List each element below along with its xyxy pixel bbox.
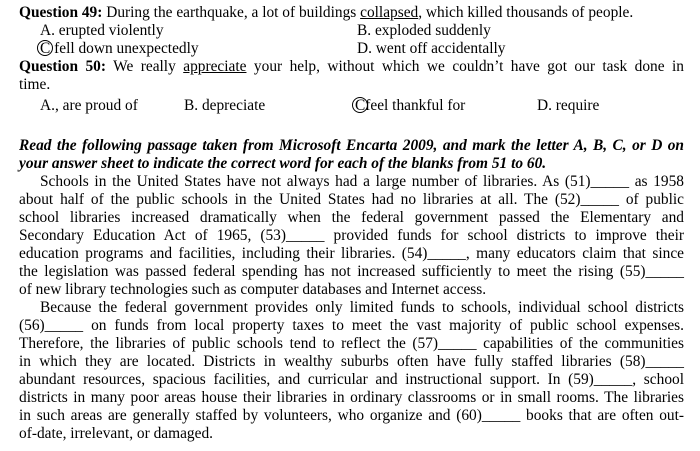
passage-p1-line-2: about half of the public schools in the United States had no libraries at all. The (52)_____ of public — [19, 191, 684, 208]
instruction-line-1: Read the following passage taken from Microsoft Encarta 2009, and mark the letter A, B, C, or D on — [19, 137, 684, 154]
question-49-text-after: , which killed thousands of people. — [418, 4, 634, 21]
passage-p2-line-5: abundant resources, spacious facilities, and curricular and instructional support. In (59)_____, school — [19, 371, 684, 388]
passage-p2-line-6: districts in many poor areas house their libraries in ordinary classrooms or in small rooms. The libraries — [19, 389, 684, 406]
passage-p2-line-7: in such areas are generally staffed by volunteers, who organize and (60)_____ books that are often out- — [19, 407, 684, 424]
q49-option-d[interactable]: D. went off accidentally — [357, 40, 506, 57]
passage-p2-line-4: in which they are located. Districts in wealthy suburbs often have fully staffed libraries (58)_____ — [19, 353, 684, 370]
q49-option-b[interactable]: B. exploded suddenly — [357, 22, 491, 39]
passage-p2-line-1: Because the federal government provides only limited funds to schools, individual school districts — [40, 299, 684, 316]
q50-option-c-letter: C — [355, 97, 366, 114]
selected-answer-circle-icon — [355, 97, 365, 115]
selected-answer-circle-icon — [40, 40, 50, 58]
question-50-text-before: We really — [105, 58, 184, 75]
question-50-text-after: your help, without which we couldn’t have got our task done in — [246, 58, 684, 75]
question-49-text-before: During the earthquake, a lot of buildings — [102, 4, 361, 21]
passage-p1-line-5: education programs and facilities, including their libraries. (54)_____, many educators claim that since — [19, 245, 684, 262]
q49-option-a[interactable]: A. erupted violently — [40, 22, 164, 39]
q49-option-c-text: fell down unexpectedly — [50, 40, 199, 57]
passage-p1-line-7: of new library technologies such as computer databases and Internet access. — [19, 281, 487, 298]
q50-option-d[interactable]: D. require — [537, 97, 600, 114]
question-50-label: Question 50: — [19, 58, 106, 75]
passage-p2-line-3: Therefore, the libraries of public schools tend to reflect the (57)_____ capabilities of the communities — [19, 335, 684, 352]
question-49-stem — [19, 4, 633, 22]
passage-p1-line-3: school libraries increased dramatically when the federal government passed the Elementary and — [19, 209, 684, 226]
q50-option-c[interactable] — [355, 97, 465, 115]
passage-p1-line-6: the legislation was passed federal spending has not increased sufficiently to meet the rising (55)_____ — [19, 263, 684, 280]
q49-option-c-letter: C — [40, 40, 51, 57]
question-50-continuation: time. — [19, 76, 51, 93]
question-49-label: Question 49: — [19, 4, 103, 21]
passage-p2-line-8: of-date, irrelevant, or damaged. — [19, 425, 213, 442]
question-50-stem — [19, 58, 684, 76]
passage-p1-line-1: Schools in the United States have not always had a large number of libraries. As (51)_____ as 1958 — [40, 173, 684, 190]
question-50-underlined-word: appreciate — [183, 58, 247, 75]
question-49-underlined-word: collapsed — [360, 4, 419, 21]
q50-option-a[interactable]: A., are proud of — [40, 97, 138, 114]
passage-p2-line-2: (56)_____ on funds from local property taxes to meet the vast majority of public school expenses. — [19, 317, 684, 334]
q49-option-c[interactable] — [40, 40, 199, 58]
q50-option-b[interactable]: B. depreciate — [184, 97, 266, 114]
q50-option-c-text: feel thankful for — [365, 97, 466, 114]
instruction-line-2: your answer sheet to indicate the correct word for each of the blanks from 51 to 60. — [19, 155, 547, 172]
passage-p1-line-4: Secondary Education Act of 1965, (53)_____ provided funds for school districts to improve their — [19, 227, 684, 244]
